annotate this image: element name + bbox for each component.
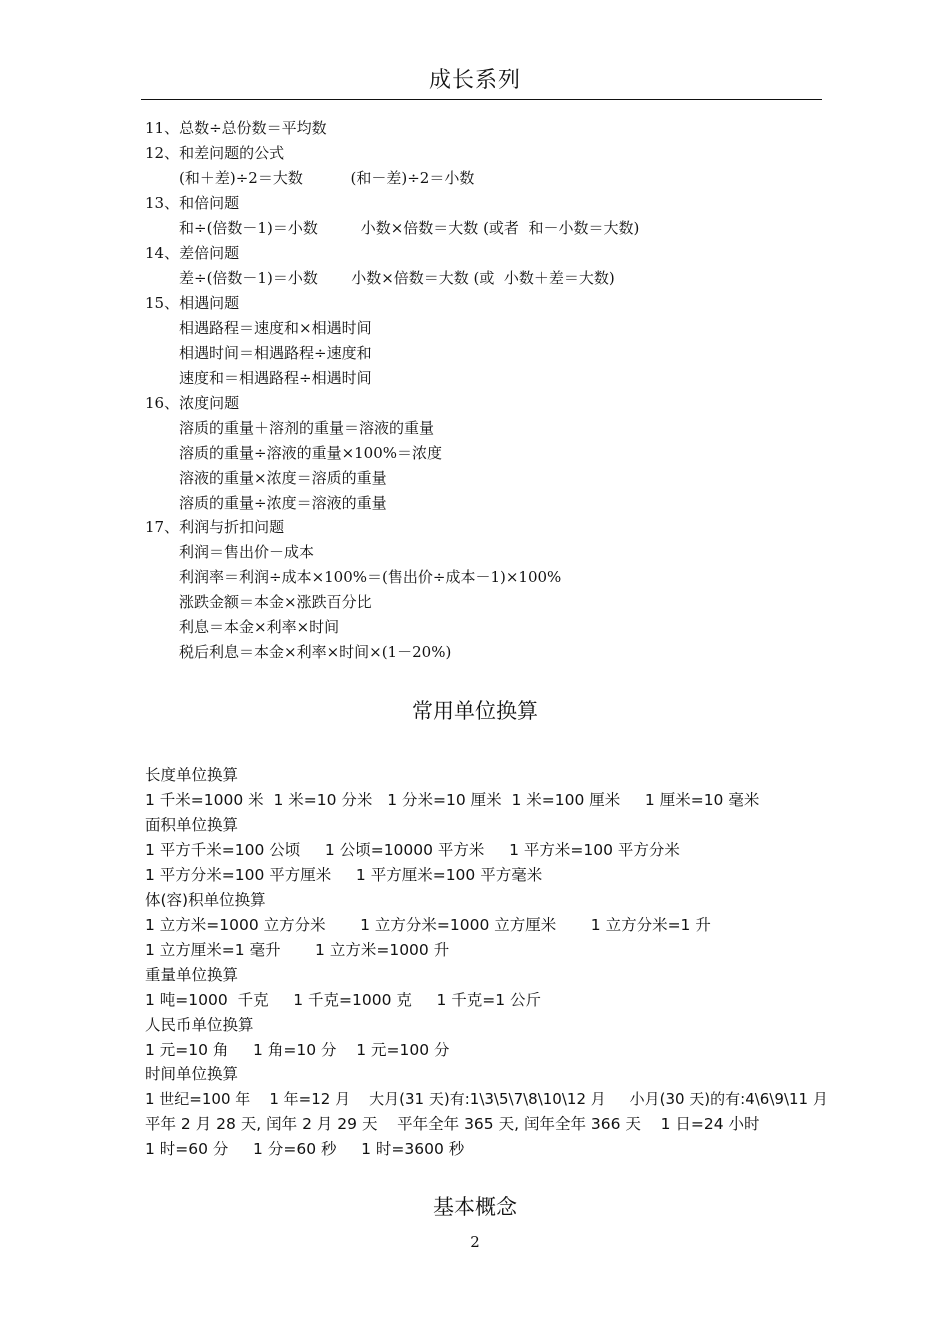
formula-line-14a: 差÷(倍数－1)＝小数 小数×倍数＝大数 (或 小数＋差＝大数) — [179, 269, 615, 287]
basic-concepts-title: 基本概念 — [433, 1195, 517, 1219]
rmb-heading: 人民币单位换算 — [145, 1016, 254, 1034]
formula-line-16d: 溶质的重量÷浓度＝溶液的重量 — [179, 494, 387, 512]
formula-line-15a: 相遇路程＝速度和×相遇时间 — [179, 319, 372, 337]
weight-line-1: 1 吨=1000 千克 1 千克=1000 克 1 千克=1 公斤 — [145, 991, 542, 1009]
page-number: 2 — [470, 1233, 480, 1251]
formula-line-17b: 利润率＝利润÷成本×100%＝(售出价÷成本－1)×100% — [179, 568, 562, 586]
weight-heading: 重量单位换算 — [145, 966, 239, 984]
formula-heading-14: 14、差倍问题 — [145, 244, 240, 262]
unit-conversion-title: 常用单位换算 — [412, 699, 538, 723]
formula-line-16c: 溶液的重量×浓度＝溶质的重量 — [179, 469, 387, 487]
formula-line-16a: 溶质的重量＋溶剂的重量＝溶液的重量 — [179, 419, 435, 437]
area-heading: 面积单位换算 — [145, 816, 239, 834]
formula-line-17d: 利息＝本金×利率×时间 — [179, 618, 340, 636]
formula-line-17c: 涨跌金额＝本金×涨跌百分比 — [179, 593, 372, 611]
formula-line-16b: 溶质的重量÷溶液的重量×100%＝浓度 — [179, 444, 443, 462]
formula-line-15c: 速度和＝相遇路程÷相遇时间 — [179, 369, 372, 387]
formula-heading-13: 13、和倍问题 — [145, 194, 240, 212]
volume-heading: 体(容)积单位换算 — [145, 891, 266, 909]
time-heading: 时间单位换算 — [145, 1065, 239, 1083]
time-line-1: 1 世纪=100 年 1 年=12 月 大月(31 天)有:1\3\5\7\8\10\12 月 小月(30 天)的有:4\6\9\11 月 — [145, 1090, 828, 1108]
header-divider — [141, 99, 822, 100]
volume-line-1: 1 立方米=1000 立方分米 1 立方分米=1000 立方厘米 1 立方分米=1 升 — [145, 916, 711, 934]
formula-line-12a: (和＋差)÷2＝大数 (和－差)÷2＝小数 — [179, 169, 475, 187]
volume-line-2: 1 立方厘米=1 毫升 1 立方米=1000 升 — [145, 941, 450, 959]
formula-heading-12: 12、和差问题的公式 — [145, 144, 285, 162]
formula-line-17e: 税后利息＝本金×利率×时间×(1－20%) — [179, 643, 452, 661]
time-line-2: 平年 2 月 28 天, 闰年 2 月 29 天 平年全年 365 天, 闰年全年 366 天 1 日=24 小时 — [145, 1115, 760, 1133]
area-line-1: 1 平方千米=100 公顷 1 公顷=10000 平方米 1 平方米=100 平方分米 — [145, 841, 680, 859]
time-line-3: 1 时=60 分 1 分=60 秒 1 时=3600 秒 — [145, 1140, 465, 1158]
page-header-title: 成长系列 — [428, 68, 521, 93]
formula-line-15b: 相遇时间＝相遇路程÷速度和 — [179, 344, 372, 362]
area-line-2: 1 平方分米=100 平方厘米 1 平方厘米=100 平方毫米 — [145, 866, 543, 884]
formula-line-17a: 利润＝售出价－成本 — [179, 543, 315, 561]
formula-line-11: 11、总数÷总份数＝平均数 — [145, 119, 327, 137]
length-heading: 长度单位换算 — [145, 766, 239, 784]
formula-heading-16: 16、浓度问题 — [145, 394, 240, 412]
formula-heading-17: 17、利润与折扣问题 — [145, 518, 285, 536]
rmb-line-1: 1 元=10 角 1 角=10 分 1 元=100 分 — [145, 1041, 450, 1059]
formula-heading-15: 15、相遇问题 — [145, 294, 240, 312]
length-line-1: 1 千米=1000 米 1 米=10 分米 1 分米=10 厘米 1 米=100 厘米 1 厘米=10 毫米 — [145, 791, 760, 809]
formula-line-13a: 和÷(倍数－1)＝小数 小数×倍数＝大数 (或者 和－小数＝大数) — [179, 219, 640, 237]
